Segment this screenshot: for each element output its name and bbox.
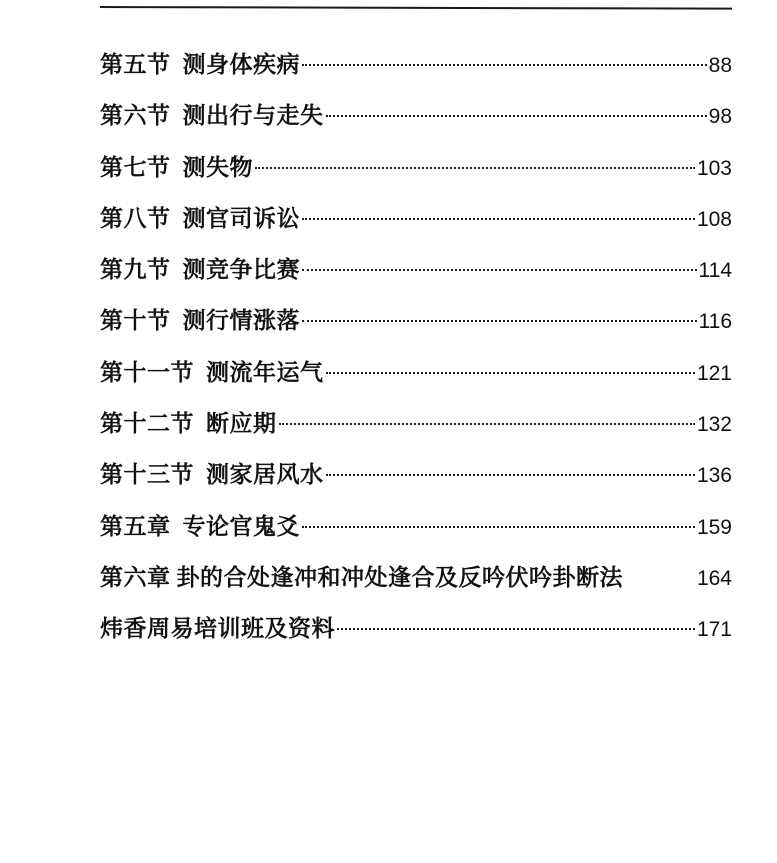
toc-entry [100,559,732,610]
dot-leader [279,423,695,425]
chapter-number: 第五章 [100,512,171,540]
toc-entry-label [100,46,300,79]
section-title: 测身体疾病 [182,51,300,78]
section-title: 测行情涨落 [182,307,300,335]
section-title: 测失物 [182,153,253,181]
chapter-title: 专论官鬼爻 [182,512,300,540]
dot-leader [337,628,695,630]
section-title: 测流年运气 [206,358,324,386]
toc-entry [100,251,732,302]
section-number: 第六节 [100,102,171,130]
page-number: 108 [696,207,732,231]
toc-entry [100,97,732,148]
dot-leader [302,64,707,66]
toc-entry-label [100,559,623,592]
toc-entry-label [100,610,335,643]
section-number: 第九节 [100,256,171,284]
toc-entry-label [100,354,324,387]
page-number: 171 [696,618,732,642]
section-title: 测家居风水 [206,461,324,489]
toc-entry [100,610,732,661]
page-number: 159 [696,515,732,539]
section-number: 第八节 [100,204,171,232]
page-number: 136 [696,464,732,488]
dot-leader [302,526,695,528]
page-number: 98 [708,105,732,129]
dot-leader [302,218,695,220]
toc-entry-label [100,97,324,130]
dot-leader [326,372,695,374]
toc-entry [100,508,732,559]
page-number: 103 [696,156,732,180]
toc-entry-label [100,200,300,233]
section-number: 第十三节 [100,461,194,489]
section-number: 第五节 [100,51,171,78]
page-number: 88 [708,54,732,77]
appendix-title: 炜香周易培训班及资料 [100,615,335,643]
section-number: 第十二节 [100,410,194,438]
toc-entry-label [100,251,300,284]
section-number: 第七节 [100,153,171,181]
page-number: 164 [696,566,732,590]
section-number: 第十节 [100,307,171,335]
page-number: 114 [698,259,732,283]
toc-entry [100,405,732,456]
toc-entry [100,46,732,97]
section-number: 第十一节 [100,358,194,386]
toc-entry [100,302,732,353]
page-number: 132 [696,413,732,437]
toc-entry-label [100,302,300,335]
dot-leader [326,474,695,476]
section-title: 测竞争比赛 [182,256,300,284]
page-number: 121 [696,361,732,385]
dot-leader [302,269,697,271]
toc-entry [100,354,732,405]
top-rule [100,6,732,10]
toc-entry-label [100,508,300,541]
table-of-contents [100,46,732,662]
section-title: 测出行与走失 [182,102,324,130]
toc-entry-label [100,456,324,489]
toc-entry [100,200,732,251]
toc-entry-label [100,405,277,438]
dot-leader [302,320,697,322]
toc-entry-label [100,149,253,182]
toc-entry [100,456,732,507]
section-title: 测官司诉讼 [182,204,300,232]
page-number: 116 [698,310,732,334]
toc-entry [100,149,732,200]
chapter-number: 第六章 [100,563,171,591]
section-title: 断应期 [206,410,277,438]
dot-leader [326,115,707,117]
dot-leader [255,167,695,169]
chapter-title: 卦的合处逢冲和冲处逢合及反吟伏吟卦断法 [176,563,623,591]
